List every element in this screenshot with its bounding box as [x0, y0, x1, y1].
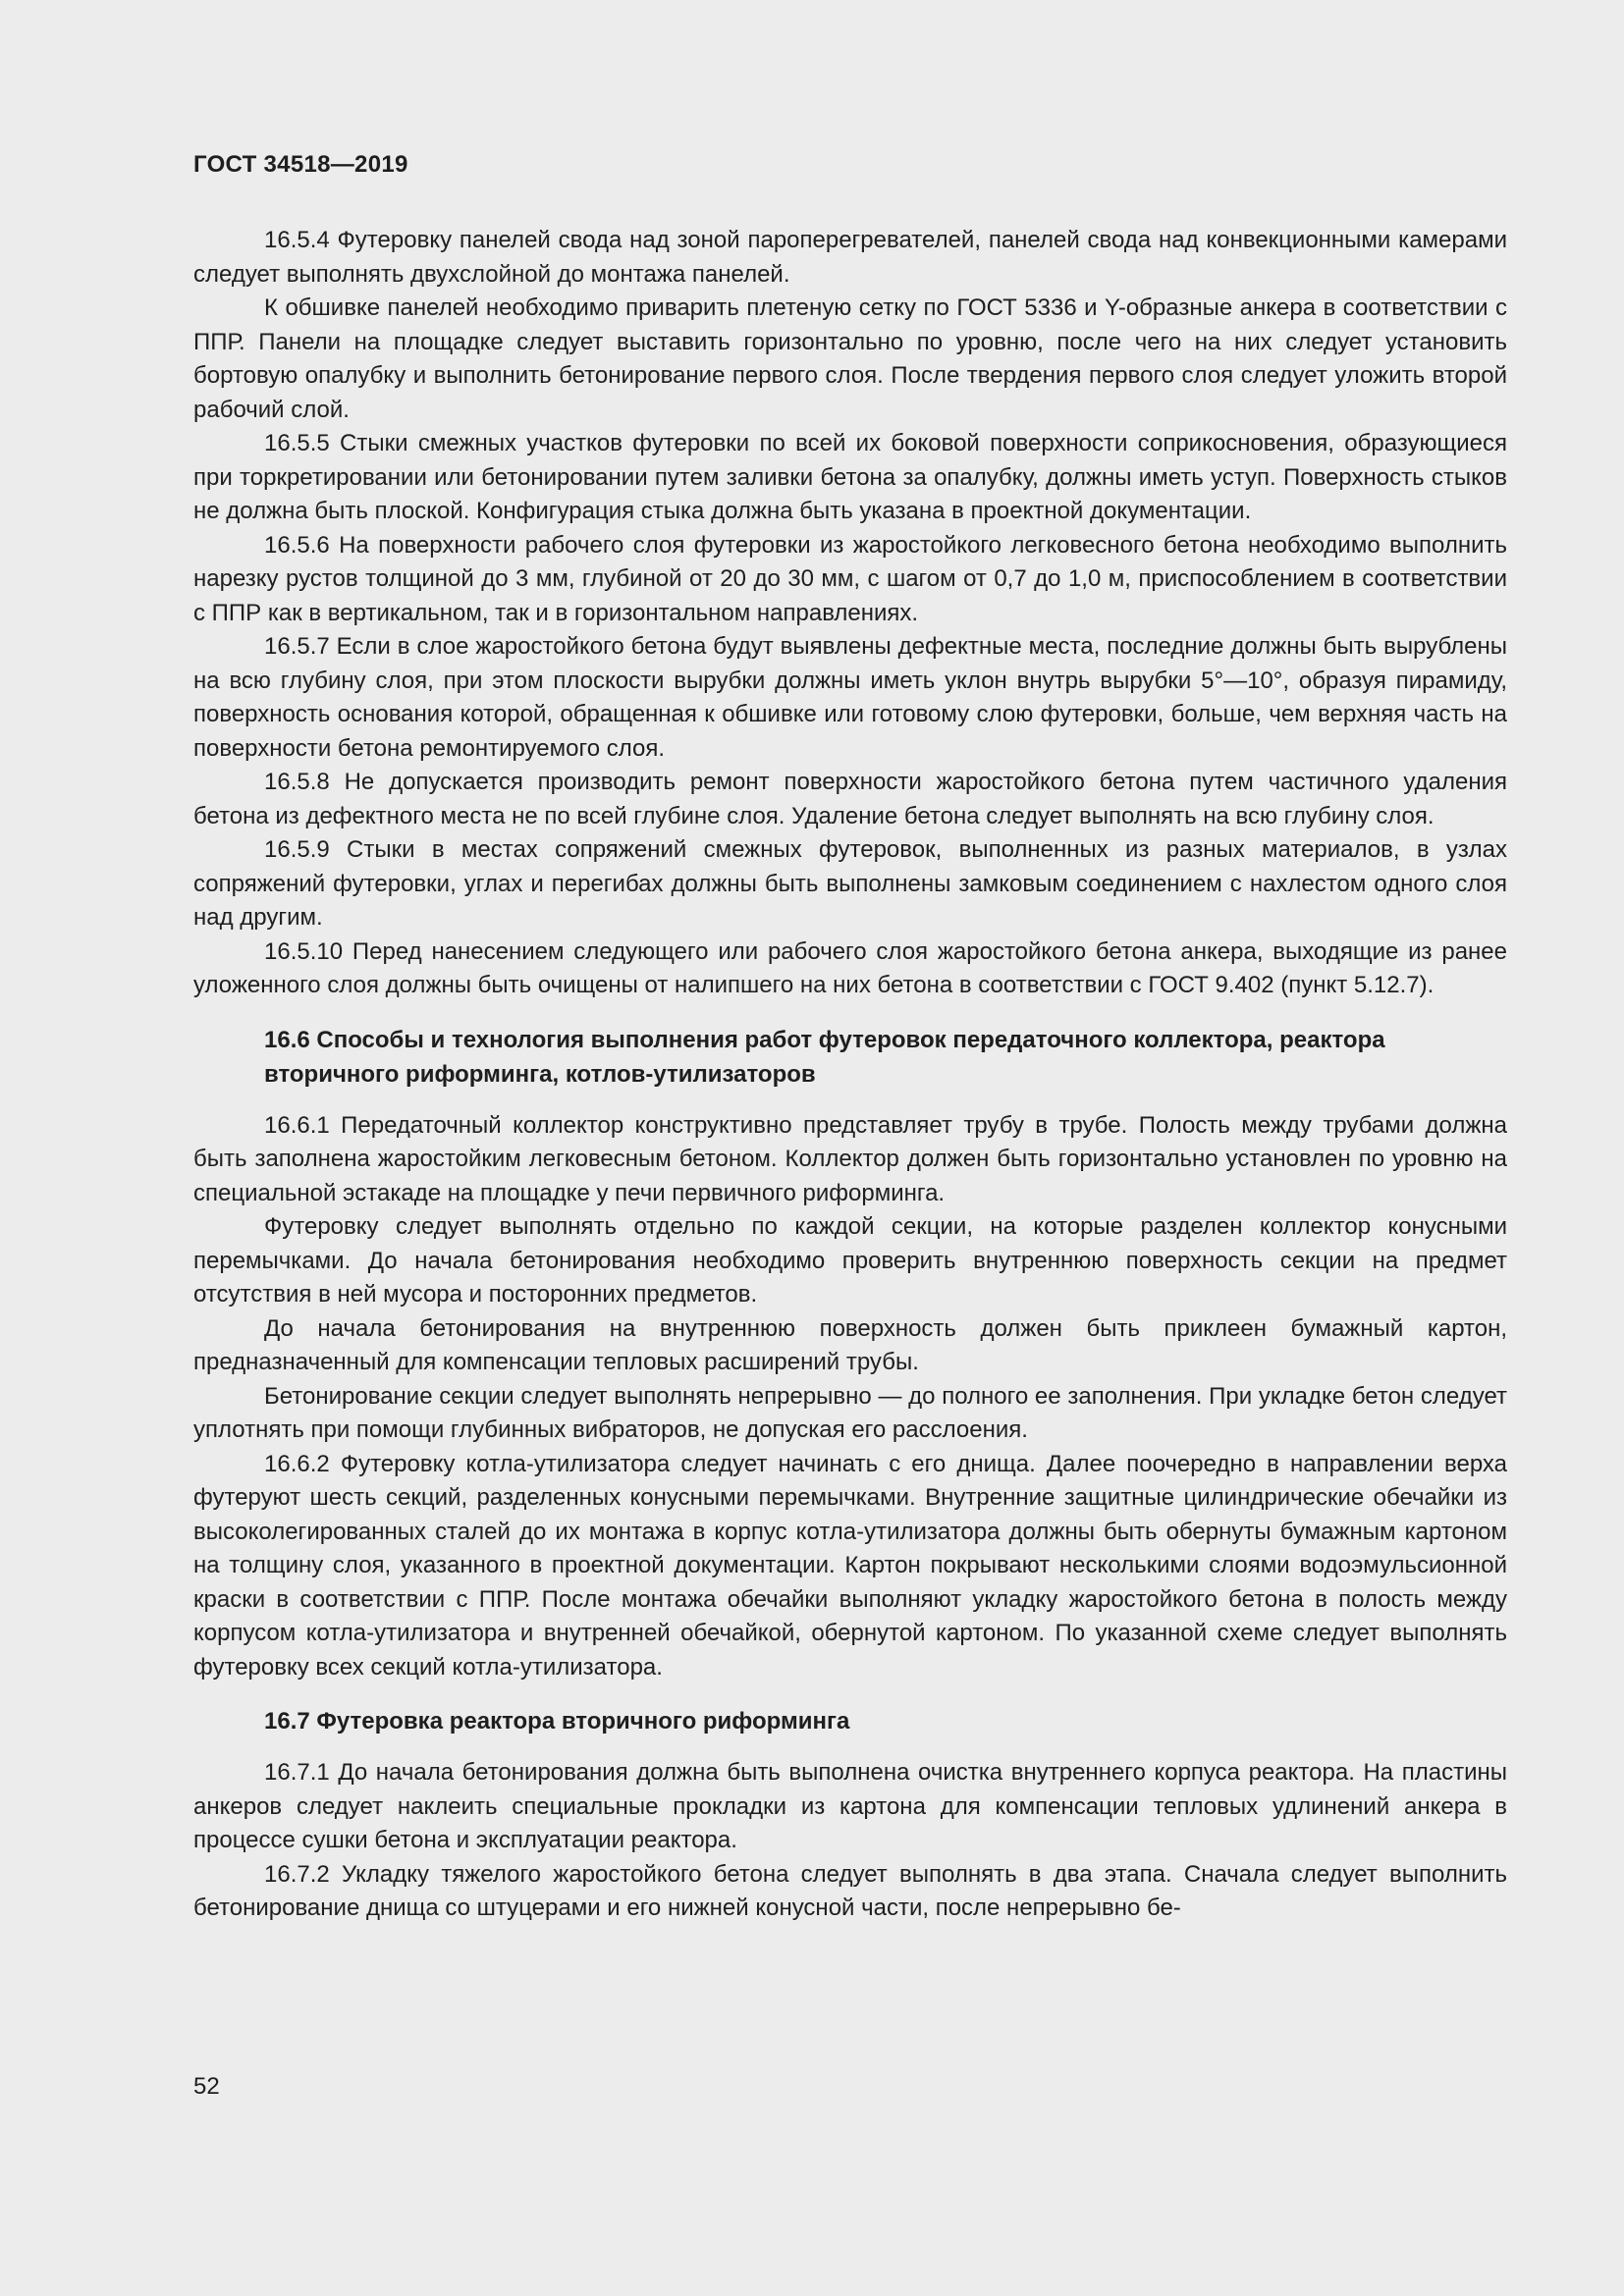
paragraph-16-7-1: 16.7.1 До начала бетонирования должна быть выполнена очистка внутреннего корпуса реактора. На пластины анкеров следует наклеить специальные прокладки из картона для компенсации тепловых удлинений анкера в процессе сушки бетона и эксплуатации реактора. [193, 1759, 1507, 1853]
paragraph-16-6-1: 16.6.1 Передаточный коллектор конструктивно представляет трубу в трубе. Полость между трубами должна быть заполнена жаростойким легковесным бетоном. Коллектор должен быть горизонтально установлен по уровню на специальной эстакаде на площадке у печи первичного риформинга. [193, 1111, 1507, 1206]
paragraph-16-6-2: 16.6.2 Футеровку котла-утилизатора следует начинать с его днища. Далее поочередно в направлении верха футеруют шесть секций, разделенных конусными перемычками. Внутренние защитные цилиндрические обечайки из высоколегированных сталей до их монтажа в корпус котла-утилизатора должны быть обернуты бумажным картоном на толщину слоя, указанного в проектной документации. Картон покрывают несколькими слоями водоэмульсионной краски в соответствии с ППР. После монтажа обечайки выполняют укладку жаростойкого бетона в полость между корпусом котла-утилизатора и внутренней обечайкой, обернутой картоном. По указанной схеме следует выполнять футеровку всех секций котла-утилизатора. [193, 1450, 1507, 1681]
page-number: 52 [193, 2073, 220, 2100]
paragraph-16-7-2: 16.7.2 Укладку тяжелого жаростойкого бетона следует выполнять в два этапа. Сначала следует выполнить бетонирование днища со штуцерами и его нижней конусной части, после непрерывно бе- [193, 1860, 1507, 1921]
paragraph-collector-sections: Футеровку следует выполнять отдельно по каждой секции, на которые разделен коллектор конусными перемычками. До начала бетонирования необходимо проверить внутреннюю поверхность секции на предмет отсутствия в ней мусора и посторонних предметов. [193, 1213, 1507, 1308]
paragraph-concreting-continuous: Бетонирование секции следует выполнять непрерывно — до полного ее заполнения. При укладке бетон следует уплотнять при помощи глубинных вибраторов, не допуская его расслоения. [193, 1382, 1507, 1443]
document-header-id: ГОСТ 34518—2019 [193, 151, 408, 178]
paragraph-16-5-6: 16.5.6 На поверхности рабочего слоя футеровки из жаростойкого легковесного бетона необходимо выполнить нарезку рустов толщиной до 3 мм, глубиной от 20 до 30 мм, с шагом от 0,7 до 1,0 м, приспособлением в соответствии с ППР как в вертикальном, так и в горизонтальном направлениях. [193, 531, 1507, 626]
section-heading-16-7: 16.7 Футеровка реактора вторичного риформинга [264, 1708, 850, 1735]
paragraph-16-5-8: 16.5.8 Не допускается производить ремонт поверхности жаростойкого бетона путем частичного удаления бетона из дефектного места не по всей глубине слоя. Удаление бетона следует выполнять на всю глубину слоя. [193, 769, 1507, 829]
paragraph-panel-sheathing: К обшивке панелей необходимо приварить плетеную сетку по ГОСТ 5336 и Y-образные анкера в соответствии с ППР. Панели на площадке следует выставить горизонтально по уровню, после чего на них следует установить бортовую опалубку и выполнить бетонирование первого слоя. После твердения первого слоя следует уложить второй рабочий слой. [193, 294, 1507, 423]
paragraph-16-5-9: 16.5.9 Стыки в местах сопряжений смежных футеровок, выполненных из разных материалов, в узлах сопряжений футеровки, углах и перегибах должны быть выполнены замковым соединением с нахлестом одного слоя над другим. [193, 836, 1507, 931]
paragraph-16-5-10: 16.5.10 Перед нанесением следующего или рабочего слоя жаростойкого бетона анкера, выходящие из ранее уложенного слоя должны быть очищены от налипшего на них бетона в соответствии с ГОСТ 9.402 (пункт 5.12.7). [193, 937, 1507, 998]
paragraph-16-5-4: 16.5.4 Футеровку панелей свода над зоной пароперегревателей, панелей свода над конвекционными камерами следует выполнять двухслойной до монтажа панелей. [193, 227, 1507, 288]
paragraph-16-5-7: 16.5.7 Если в слое жаростойкого бетона будут выявлены дефектные места, последние должны быть вырублены на всю глубину слоя, при этом плоскости вырубки должны иметь уклон внутрь вырубки 5°—10°, образуя пирамиду, поверхность основания которой, обращенная к обшивке или готовому слою футеровки, больше, чем верхняя часть на поверхности бетона ремонтируемого слоя. [193, 633, 1507, 762]
paragraph-cardboard: До начала бетонирования на внутреннюю поверхность должен быть приклеен бумажный картон, предназначенный для компенсации тепловых расширений трубы. [193, 1314, 1507, 1375]
paragraph-16-5-5: 16.5.5 Стыки смежных участков футеровки по всей их боковой поверхности соприкосновения, образующиеся при торкретировании или бетонировании путем заливки бетона за опалубку, должны иметь уступ. Поверхность стыков не должна быть плоской. Конфигурация стыка должна быть указана в проектной документации. [193, 430, 1507, 524]
section-heading-16-6: 16.6 Способы и технология выполнения работ футеровок передаточного коллектора, реактора вторичного риформинга, котлов-утилизаторов [264, 1026, 1385, 1088]
document-body [193, 224, 1507, 1926]
